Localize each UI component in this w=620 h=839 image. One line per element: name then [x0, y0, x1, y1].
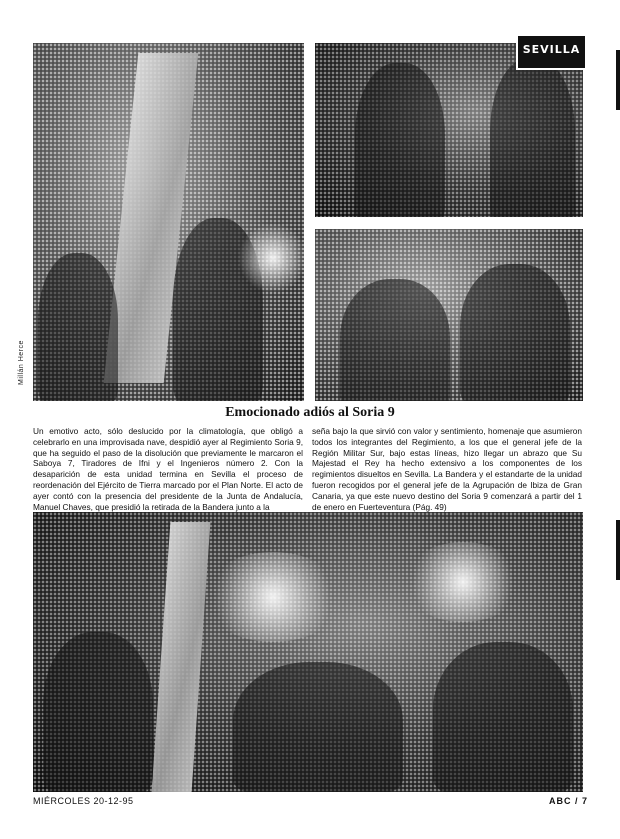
figure-civilian: [355, 63, 445, 217]
article-column-1: Un emotivo acto, sólo deslucido por la climatología, que obligó a celebrarlo en una improvisada nave, despidió ayer al Regimiento Soria 9, que ha seguido el paso de la disolución que previamente le marcaron el Saboya 7, Tiradores de Ifni y el Ingenieros número 2. Con la desaparición de esta unidad termina en Sevilla el proceso de reordenación del Ejército de Tierra marcado por el Plan Norte. El acto de ayer contó con la presencia del presidente de la Junta de Andalucía, Manuel Chaves, que presidió la retirada de la Bandera junto a la: [33, 426, 303, 512]
photo-credit: Millán Herce: [18, 340, 25, 385]
light-left: [203, 552, 343, 642]
article-headline: Emocionado adiós al Soria 9: [225, 405, 395, 420]
light-right: [403, 542, 523, 622]
figure-officer: [490, 58, 575, 217]
figure-crowd: [460, 264, 570, 401]
troops-right: [433, 642, 573, 792]
troops-left: [43, 632, 153, 792]
light-flare: [238, 223, 304, 293]
article-column-2: seña bajo la que sirvió con valor y sentimiento, homenaje que asumieron todos los integrantes del Regimiento, a los que el general jefe de la Región Militar Sur, bajo estas líneas, hizo llegar un abrazo que Su Majestad el Rey ha hecho extensivo a los componentes de los regimientos disueltos en Sevilla. La Bandera y el estandarte de la unidad fueron recogidos por el general jefe de la Agrupación de Ibiza de Gran Canaria, ya que este nuevo destino del Soria 9 comenzará a partir del 1 de enero en Fuerteventura (Pág. 49): [312, 426, 582, 512]
footer-date: MIÉRCOLES 20-12-95: [33, 796, 134, 806]
footer-page-number: ABC / 7: [548, 796, 588, 806]
section-badge: SEVILLA: [516, 34, 587, 70]
edge-bar-bottom: [616, 520, 620, 580]
flag-shape-bottom: [152, 522, 211, 792]
figure-embrace: [340, 279, 450, 401]
photo-regiment-parade: [33, 512, 583, 792]
photo-flag-ceremony: [33, 43, 304, 401]
photo-crowd-embrace: [315, 229, 583, 401]
edge-bar-top: [616, 50, 620, 110]
troops-center: [233, 662, 403, 792]
figure-left: [38, 253, 118, 401]
